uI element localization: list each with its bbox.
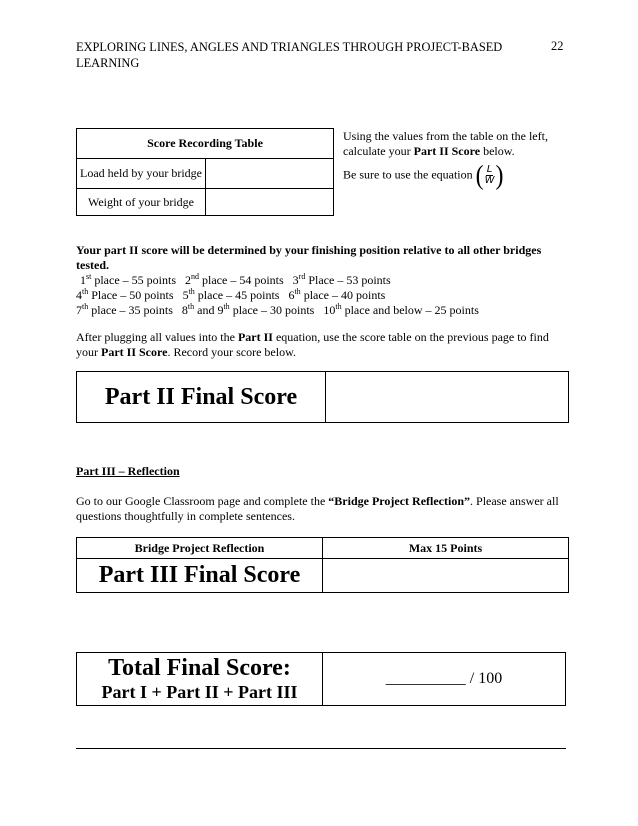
part2-final-value-cell[interactable] bbox=[326, 372, 569, 423]
reflection-table bbox=[76, 537, 569, 593]
reflection-col-header: Bridge Project Reflection bbox=[77, 538, 323, 559]
running-header: EXPLORING LINES, ANGLES AND TRIANGLES THROUGH PROJECT-BASED LEARNING bbox=[76, 40, 503, 70]
equation-l-over-w: ( L W ) bbox=[475, 160, 504, 191]
weight-label: Weight of your bridge bbox=[77, 189, 206, 216]
part2-scoring-rules: Your part II score will be determined by your finishing position relative to all other bridges tested. 1st place – 55 points 2nd place – 54 points 3rd Place – 53 points 4th Place – 50 points 5th place – 45 points 6th place – 40 points 7th place – 35 points 8th and 9th place – 30 points 10th place and below – 25 points bbox=[76, 243, 542, 317]
page-number: 22 bbox=[551, 39, 564, 53]
part3-final-value-cell[interactable] bbox=[323, 559, 569, 593]
total-final-label: Total Final Score: Part I + Part II + Part III bbox=[77, 653, 323, 706]
part3-heading: Part III – Reflection bbox=[76, 464, 180, 478]
total-score-blank[interactable]: __________ bbox=[385, 670, 466, 687]
total-out-of: / 100 bbox=[465, 670, 503, 687]
part3-instructions: Go to our Google Classroom page and complete the “Bridge Project Reflection”. Please answer all questions thoughtfully in complete sentences. bbox=[76, 494, 559, 523]
max-points-header: Max 15 Points bbox=[323, 538, 569, 559]
part2-final-score-table bbox=[76, 371, 569, 423]
total-final-score-table bbox=[76, 652, 566, 706]
load-label: Load held by your bridge bbox=[77, 159, 206, 189]
load-value-cell[interactable] bbox=[206, 159, 334, 189]
score-table-title: Score Recording Table bbox=[77, 129, 334, 159]
side-instructions: Using the values from the table on the left, calculate your Part II Score below. Be sure to use the equation ( L W ) bbox=[343, 129, 548, 191]
footer-rule bbox=[76, 748, 566, 749]
part2-final-label: Part II Final Score bbox=[77, 372, 326, 423]
score-recording-table bbox=[76, 128, 334, 216]
weight-value-cell[interactable] bbox=[206, 189, 334, 216]
total-score-cell[interactable] bbox=[323, 653, 566, 706]
after-plugging-instructions: After plugging all values into the Part II equation, use the score table on the previous page to find your Part II Score. Record your score below. bbox=[76, 330, 549, 359]
part3-final-label: Part III Final Score bbox=[77, 559, 323, 593]
